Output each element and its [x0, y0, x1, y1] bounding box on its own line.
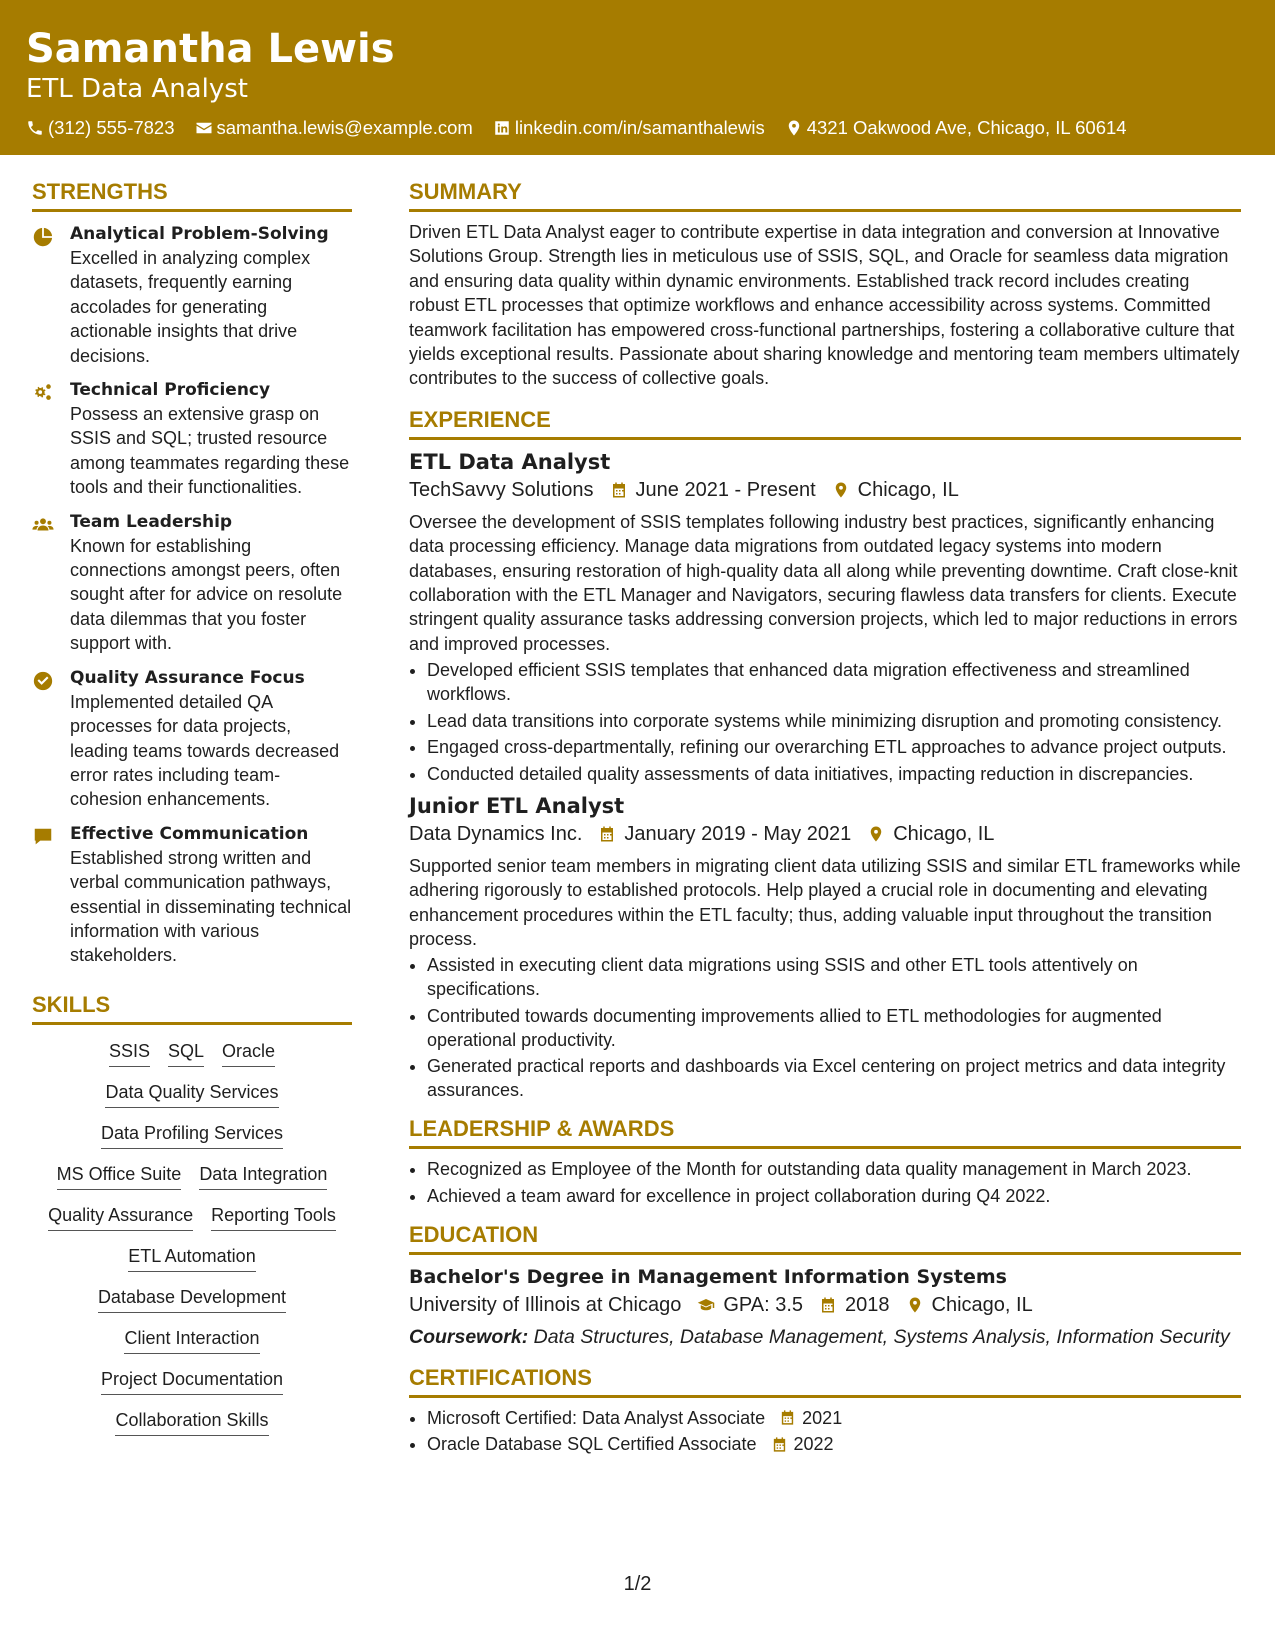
phone-icon	[26, 119, 44, 137]
linkedin-text: linkedin.com/in/samanthalewis	[514, 117, 765, 138]
right-column	[409, 177, 1241, 1459]
job-meta	[409, 476, 1241, 504]
skill-tag: Client Interaction	[124, 1326, 259, 1354]
strength-desc: Excelled in analyzing complex datasets, frequently earning accolades for generating actionable insights that drive decisions.	[70, 248, 311, 366]
contact-linkedin[interactable]	[493, 116, 765, 140]
graduation-cap-icon	[697, 1296, 715, 1314]
skill-tag: Collaboration Skills	[115, 1408, 268, 1436]
skill-tag: Data Profiling Services	[101, 1121, 283, 1149]
coursework-text: Data Structures, Database Management, Systems Analysis, Information Security	[533, 1325, 1230, 1348]
certifications-heading: CERTIFICATIONS	[409, 1363, 1241, 1398]
resume-header	[0, 0, 1275, 155]
school-name: University of Illinois at Chicago	[409, 1293, 682, 1316]
check-circle-icon	[32, 670, 54, 692]
skill-tag: SQL	[168, 1039, 204, 1067]
map-marker-icon	[832, 481, 850, 499]
certification-name: • Microsoft Certified: Data Analyst Associate	[427, 1407, 766, 1428]
candidate-name: Samantha Lewis	[26, 26, 395, 72]
email-text: samantha.lewis@example.com	[216, 117, 473, 138]
job-meta	[409, 820, 1241, 848]
comment-icon	[32, 826, 54, 848]
strength-title: Effective Communication	[70, 823, 309, 844]
job-bullet: • Assisted in executing client data migrations using SSIS and other ETL tools attentively on specifications.	[427, 953, 1241, 1001]
skills-list	[32, 1039, 352, 1436]
skill-tag: Reporting Tools	[211, 1203, 336, 1231]
certification-year: 2022	[793, 1434, 834, 1455]
calendar-icon	[779, 1409, 796, 1426]
skill-tag: ETL Automation	[128, 1244, 255, 1272]
company-name: Data Dynamics Inc.	[409, 822, 583, 845]
contact-bar	[26, 116, 1249, 140]
certification-item	[427, 1406, 1241, 1430]
skill-tag: SSIS	[109, 1039, 150, 1067]
certification-item	[427, 1432, 1241, 1456]
job-title: Junior ETL Analyst	[409, 793, 625, 818]
strength-item	[32, 378, 352, 500]
linkedin-icon	[493, 119, 511, 137]
skill-tag: Oracle	[222, 1039, 275, 1067]
users-icon	[32, 514, 54, 536]
job-bullet: • Engaged cross-departmentally, refining our overarching ETL approaches to advance project outputs.	[427, 735, 1241, 759]
summary-text: Driven ETL Data Analyst eager to contribute expertise in data integration and conversion at Innovative Solutions Group. Strength lies in meticulous use of SSIS, SQL, and Oracle for seamless data migration and ensuring data quality within dynamic environments. Established track record includes creating robust ETL processes that optimize workflows and enhance accessibility across systems. Committed teamwork facilitation has empowered cross-functional partnerships, fostering a collaborative culture that yields exceptional results. Passionate about sharing knowledge and mentoring team members ultimately contributes to the success of collective goals.	[409, 222, 1240, 389]
candidate-title: ETL Data Analyst	[26, 74, 248, 104]
map-marker-icon	[867, 825, 885, 843]
skill-tag: Quality Assurance	[48, 1203, 193, 1231]
left-column	[32, 177, 352, 1436]
calendar-icon	[771, 1436, 788, 1453]
award-item: • Achieved a team award for excellence in project collaboration during Q4 2022.	[427, 1184, 1241, 1208]
calendar-icon	[819, 1296, 837, 1314]
education-meta	[409, 1291, 1241, 1319]
map-marker-icon	[785, 119, 803, 137]
job-bullet: • Developed efficient SSIS templates that enhanced data migration effectiveness and streamlined workflows.	[427, 658, 1241, 706]
strength-title: Analytical Problem-Solving	[70, 224, 329, 244]
pie-chart-icon	[32, 226, 54, 248]
envelope-icon	[195, 119, 213, 137]
graduation-year: 2018	[845, 1293, 890, 1316]
gears-icon	[32, 382, 54, 404]
strength-item	[32, 666, 352, 812]
company-name: TechSavvy Solutions	[409, 478, 594, 501]
job-location: Chicago, IL	[857, 478, 959, 501]
certification-name: • Oracle Database SQL Certified Associate	[427, 1434, 757, 1455]
leadership-list	[409, 1157, 1241, 1208]
address-text: 4321 Oakwood Ave, Chicago, IL 60614	[806, 117, 1127, 138]
skill-tag: Project Documentation	[101, 1367, 283, 1395]
certifications-list	[409, 1406, 1241, 1457]
award-item: • Recognized as Employee of the Month for outstanding data quality management in March 2023.	[427, 1157, 1241, 1181]
strength-desc: Possess an extensive grasp on SSIS and SQL; trusted resource among teammates regarding these tools and their functionalities.	[70, 404, 350, 498]
gpa-text: GPA: 3.5	[723, 1293, 804, 1316]
contact-address	[785, 116, 1127, 140]
skill-tag: MS Office Suite	[57, 1162, 182, 1190]
strength-title: Quality Assurance Focus	[70, 667, 305, 688]
coursework	[409, 1325, 1241, 1349]
skill-tag: Database Development	[98, 1285, 286, 1313]
summary-heading: SUMMARY	[409, 177, 1241, 212]
strength-item	[32, 822, 352, 968]
job-bullet: • Lead data transitions into corporate systems while minimizing disruption and promoting consistency.	[427, 709, 1241, 733]
job-entry	[409, 792, 1241, 1103]
job-bullets	[409, 953, 1241, 1102]
job-bullet: • Contributed towards documenting improvements allied to ETL methodologies for augmented operational productivity.	[427, 1004, 1241, 1052]
job-entry	[409, 448, 1241, 786]
coursework-label: Coursework:	[409, 1325, 529, 1348]
degree-title: Bachelor's Degree in Management Information Systems	[409, 1265, 1007, 1288]
skill-tag: Data Quality Services	[105, 1080, 278, 1108]
calendar-icon	[598, 825, 616, 843]
calendar-icon	[610, 481, 628, 499]
job-dates: June 2021 - Present	[635, 478, 816, 501]
strength-item	[32, 510, 352, 656]
certification-year: 2021	[802, 1407, 843, 1428]
job-bullet: • Generated practical reports and dashboards via Excel centering on project metrics and data integrity assurances.	[427, 1054, 1241, 1102]
contact-phone[interactable]	[26, 116, 175, 140]
job-description: Oversee the development of SSIS templates following industry best practices, significantly enhancing data processing efficiency. Manage data migrations from outdated legacy systems into modern databases, ensuring restoration of high-quality data all along while preventing downtime. Craft close-knit collaboration with the ETL Manager and Navigators, securing flawless data transfers for clients. Execute stringent quality assurance tasks addressing conversion projects, which led to major reductions in errors and improved processes.	[409, 511, 1238, 654]
strength-desc: Known for establishing connections amongst peers, often sought after for advice on resolute data dilemmas that you foster support with.	[70, 535, 343, 654]
strength-desc: Implemented detailed QA processes for data projects, leading teams towards decreased error rates including team-cohesion enhancements.	[70, 691, 340, 810]
contact-email[interactable]	[195, 116, 473, 140]
experience-heading: EXPERIENCE	[409, 405, 1241, 440]
strength-title: Technical Proficiency	[70, 380, 271, 401]
strength-title: Team Leadership	[70, 511, 233, 532]
skill-tag: Data Integration	[199, 1162, 327, 1190]
map-marker-icon	[906, 1296, 924, 1314]
leadership-heading: LEADERSHIP & AWARDS	[409, 1114, 1241, 1149]
job-bullet: • Conducted detailed quality assessments of data initiatives, impacting reduction in discrepancies.	[427, 762, 1241, 786]
strengths-heading: STRENGTHS	[32, 177, 352, 212]
job-bullets	[409, 658, 1241, 786]
job-location: Chicago, IL	[893, 822, 995, 845]
education-heading: EDUCATION	[409, 1220, 1241, 1255]
strength-item	[32, 222, 352, 368]
job-dates: January 2019 - May 2021	[624, 822, 852, 845]
job-title: ETL Data Analyst	[409, 449, 611, 474]
job-description: Supported senior team members in migrating client data utilizing SSIS and similar ETL frameworks while adhering rigorously to established protocols. Help played a crucial role in documenting and elevating enhancement procedures within the ETL faculty; thus, adding valuable input throughout the transition process.	[409, 855, 1241, 949]
page-number: 1/2	[623, 1573, 652, 1595]
skills-heading: SKILLS	[32, 990, 352, 1025]
phone-text: (312) 555-7823	[48, 117, 175, 138]
strength-desc: Established strong written and verbal communication pathways, essential in disseminating technical information with various stakeholders.	[70, 847, 352, 966]
school-location: Chicago, IL	[931, 1293, 1033, 1316]
